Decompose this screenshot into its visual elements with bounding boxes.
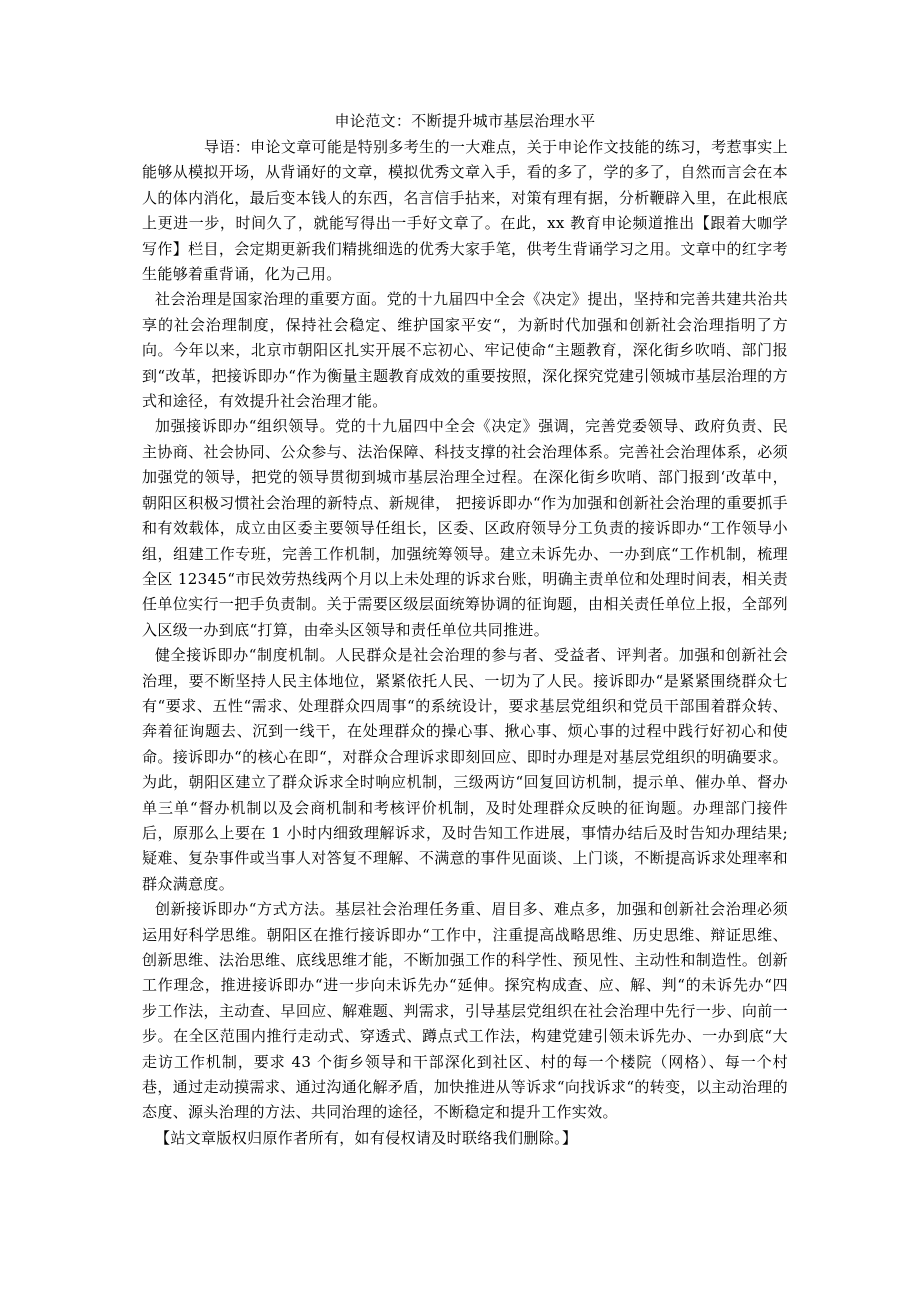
- body-paragraph-1: 社会治理是国家治理的重要方面。党的十九届四中全会《决定》提出，坚持和完善共建共治共享的社会治理制度，保持社会稳定、维护国家平安“，为新时代加强和创新社会治理指明了方向。今年以来，北京市朝阳区扎实开展不忘初心、牢记使命“主题教育，深化街乡吹哨、部门报到“改革，把接诉即办“作为衡量主题教育成效的重要按照，深化探究党建引领城市基层治理的方式和途径，有效提升社会治理才能。: [142, 290, 788, 411]
- body-paragraph-2: 加强接诉即办“组织领导。党的十九届四中全会《决定》强调，完善党委领导、政府负责、民主协商、社会协同、公众参与、法治保障、科技支撑的社会治理体系。完善社会治理体系，必须加强党的领导，把党的领导贯彻到城市基层治理全过程。在深化街乡吹哨、部门报到‘改革中，朝阳区积极习惯社会治理的新特点、新规律， 把接诉即办“作为加强和创新社会治理的重要抓手和有效载体，成立由区委主要领导任组长，区委、区政府领导分工负责的接诉即办“工作领导小组，组建工作专班，完善工作机制，加强统筹领导。建立未诉先办、一办到底“工作机制，梳理全区 12345“市民效劳热线两个月以上未处理的诉求台账，明确主责单位和处理时间表，相关责任单位实行一把手负责制。关于需要区级层面统筹协调的征询题，由相关责任单位上报，全部列入区级一办到底“打算，由牵头区领导和责任单位共同推进。: [142, 417, 788, 639]
- article-title: 申论范文：不断提升城市基层治理水平: [334, 112, 596, 130]
- body-paragraph-4: 创新接诉即办“方式方法。基层社会治理任务重、眉目多、难点多，加强和创新社会治理必须运用好科学思维。朝阳区在推行接诉即办“工作中，注重提高战略思维、历史思维、辩证思维、创新思维、法治思维、底线思维才能，不断加强工作的科学性、预见性、主动性和制造性。创新工作理念，推进接诉即办“进一步向未诉先办“延伸。探究构成查、应、解、判“的未诉先办“四步工作法，主动查、早回应、解难题、判需求，引导基层党组织在社会治理中先行一步、向前一步。在全区范围内推行走动式、穿透式、蹲点式工作法，构建党建引领未诉先办、一办到底“大走访工作机制，要求 43 个街乡领导和干部深化到社区、村的每一个楼院（网格）、每一个村巷，通过走动摸需求、通过沟通化解矛盾，加快推进从等诉求“向找诉求“的转变，以主动治理的态度、源头治理的方法、共同治理的途径，不断稳定和提升工作实效。: [142, 900, 788, 1122]
- intro-paragraph: 导语：申论文章可能是特别多考生的一大难点，关于申论作文技能的练习，考惹事实上能够从模拟开场，从背诵好的文章，模拟优秀文章入手，看的多了，学的多了，自然而言会在本人的体内消化，最后变本钱人的东西，名言信手拈来，对策有理有据，分析鞭辟入里，在此根底上更进一步，时间久了，就能写得出一手好文章了。在此，xx 教育申论频道推出【跟着大咖学写作】栏目，会定期更新我们精挑细选的优秀大家手笔，供考生背诵学习之用。文章中的红字考生能够着重背诵，化为己用。: [142, 138, 788, 284]
- article: [142, 108, 788, 1151]
- copyright-notice: 【站文章版权归原作者所有，如有侵权请及时联络我们删除。】: [155, 1128, 578, 1147]
- body-paragraph-3: 健全接诉即办“制度机制。人民群众是社会治理的参与者、受益者、评判者。加强和创新社会治理，要不断坚持人民主体地位，紧紧依托人民、一切为了人民。接诉即办“是紧紧围绕群众七有“要求、五性“需求、处理群众四周事“的系统设计，要求基层党组织和党员干部围着群众转、奔着征询题去、沉到一线干，在处理群众的操心事、揪心事、烦心事的过程中践行好初心和使命。接诉即办“的核心在即“，对群众合理诉求即刻回应、即时办理是对基层党组织的明确要求。为此，朝阳区建立了群众诉求全时响应机制，三级两访“回复回访机制，提示单、催办单、督办单三单“督办机制以及会商机制和考核评价机制，及时处理群众反映的征询题。办理部门接件后，原那么上要在 1 小时内细致理解诉求，及时告知工作进展，事情办结后及时告知办理结果;疑难、复杂事件或当事人对答复不理解、不满意的事件见面谈、上门谈，不断提高诉求处理率和群众满意度。: [142, 646, 788, 893]
